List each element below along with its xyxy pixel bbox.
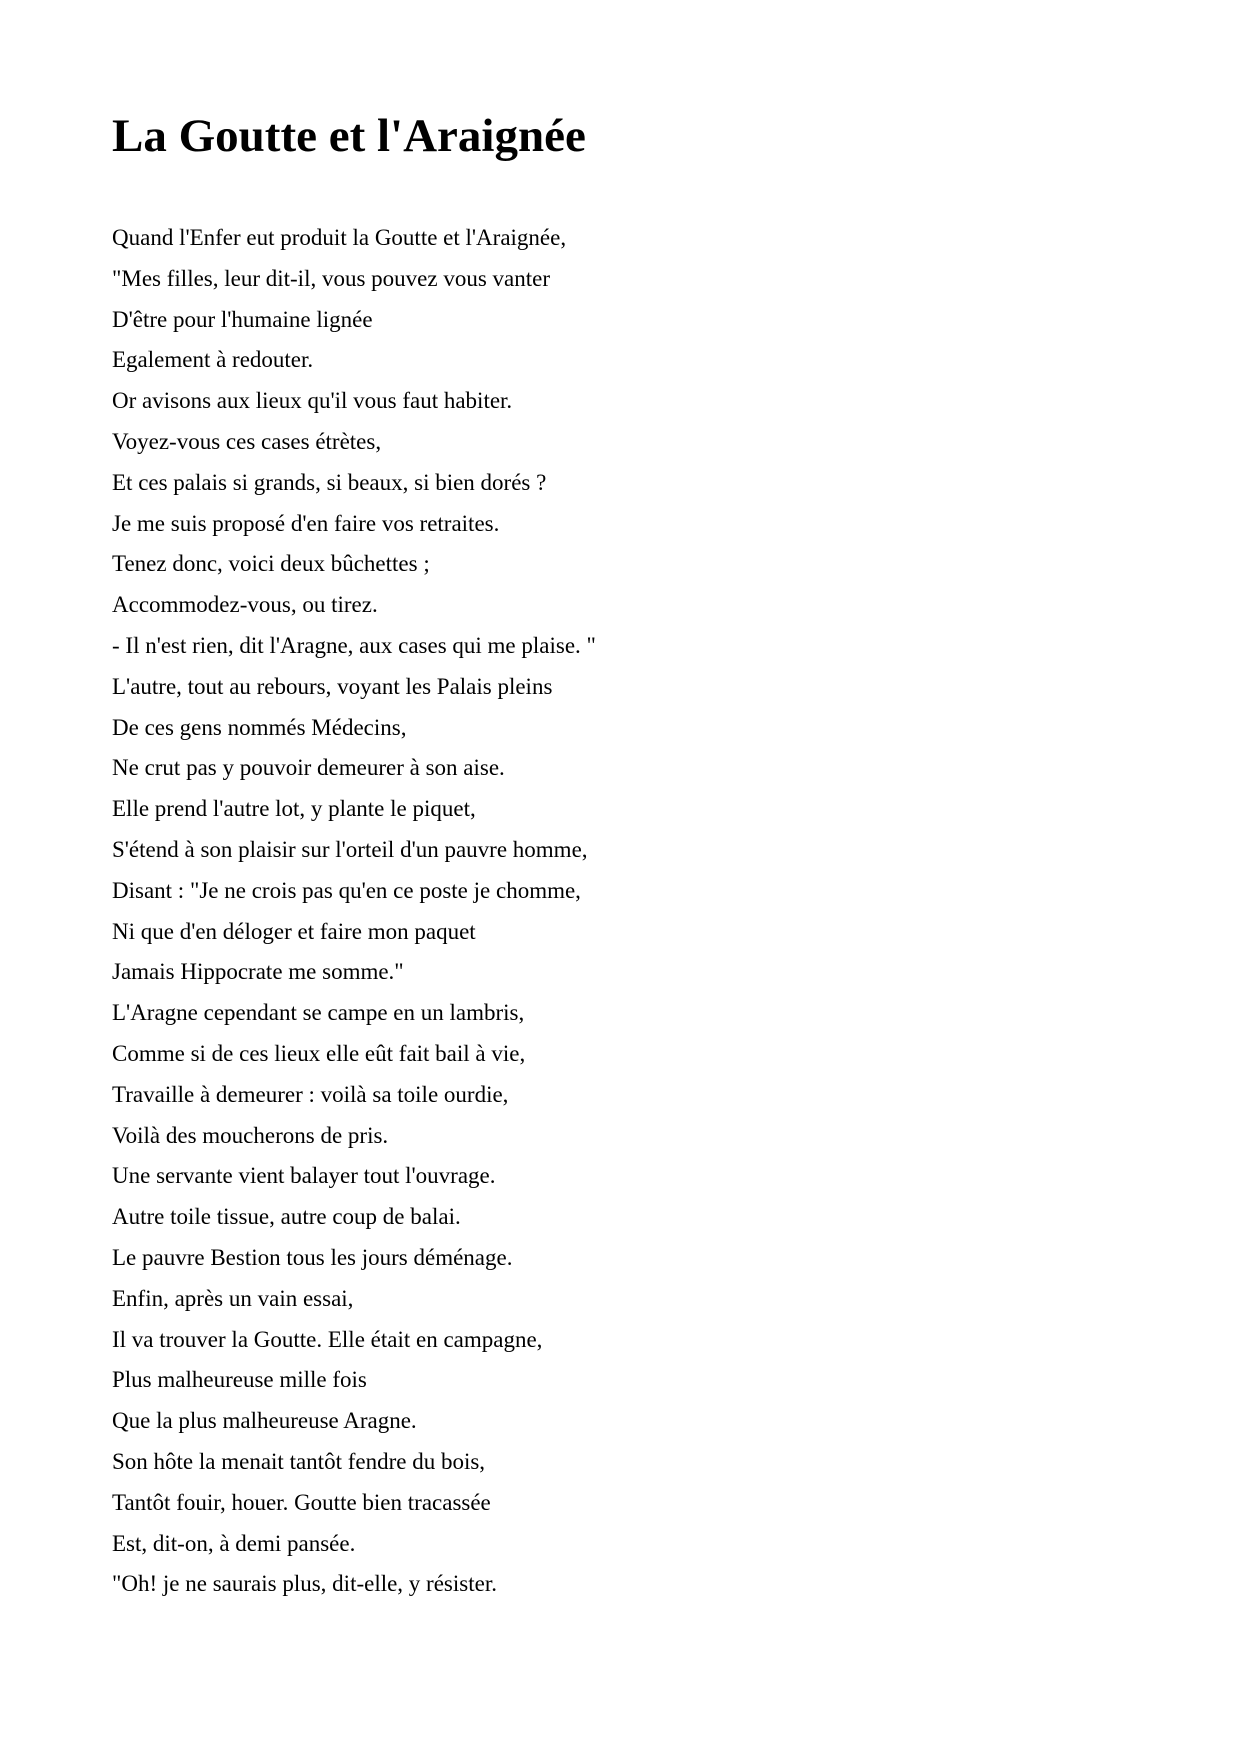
poem-line: Autre toile tissue, autre coup de balai.	[112, 1204, 461, 1230]
poem-line: Plus malheureuse mille fois	[112, 1367, 367, 1393]
poem-line: Tenez donc, voici deux bûchettes ;	[112, 551, 430, 577]
poem-line: - Il n'est rien, dit l'Aragne, aux cases qui me plaise. "	[112, 632, 596, 658]
poem-line: Or avisons aux lieux qu'il vous faut habiter.	[112, 388, 513, 414]
poem-line: "Oh! je ne saurais plus, dit-elle, y résister.	[112, 1571, 497, 1597]
poem-line: Voilà des moucherons de pris.	[112, 1122, 389, 1148]
poem-line: Voyez-vous ces cases étrètes,	[112, 428, 382, 454]
poem-line: Ne crut pas y pouvoir demeurer à son aise.	[112, 755, 505, 781]
poem-line: S'étend à son plaisir sur l'orteil d'un pauvre homme,	[112, 836, 588, 862]
poem-line: Son hôte la menait tantôt fendre du bois,	[112, 1448, 486, 1474]
poem-line: Une servante vient balayer tout l'ouvrage.	[112, 1163, 496, 1189]
poem-line: Et ces palais si grands, si beaux, si bien dorés ?	[112, 469, 547, 495]
poem-line: Quand l'Enfer eut produit la Goutte et l'Araignée,	[112, 225, 567, 250]
poem-line: Enfin, après un vain essai,	[112, 1285, 354, 1311]
poem-title: La Goutte et l'Araignée	[112, 110, 586, 162]
poem-line: Je me suis proposé d'en faire vos retraites.	[112, 510, 500, 536]
poem-line: Ni que d'en déloger et faire mon paquet	[112, 918, 476, 944]
poem-line: Il va trouver la Goutte. Elle était en campagne,	[112, 1326, 543, 1352]
poem-body	[112, 218, 596, 1605]
poem-line: Accommodez-vous, ou tirez.	[112, 592, 378, 618]
poem-line: Jamais Hippocrate me somme."	[112, 959, 404, 985]
poem-line: De ces gens nommés Médecins,	[112, 714, 407, 740]
poem-line: Travaille à demeurer : voilà sa toile ourdie,	[112, 1081, 509, 1107]
poem-line: Egalement à redouter.	[112, 347, 314, 373]
poem-line: Comme si de ces lieux elle eût fait bail à vie,	[112, 1040, 526, 1066]
poem-line: Est, dit-on, à demi pansée.	[112, 1530, 356, 1556]
poem-line: Le pauvre Bestion tous les jours déménage.	[112, 1244, 513, 1270]
poem-line: Tantôt fouir, houer. Goutte bien tracassée	[112, 1489, 491, 1515]
poem-line: D'être pour l'humaine lignée	[112, 306, 373, 332]
poem-line: Que la plus malheureuse Aragne.	[112, 1408, 417, 1434]
poem-line: L'Aragne cependant se campe en un lambris,	[112, 1000, 525, 1026]
poem-line: L'autre, tout au rebours, voyant les Palais pleins	[112, 673, 553, 699]
poem-line: Elle prend l'autre lot, y plante le piquet,	[112, 796, 476, 822]
poem-line: Disant : "Je ne crois pas qu'en ce poste je chomme,	[112, 877, 581, 903]
poem-line: "Mes filles, leur dit-il, vous pouvez vous vanter	[112, 265, 550, 291]
